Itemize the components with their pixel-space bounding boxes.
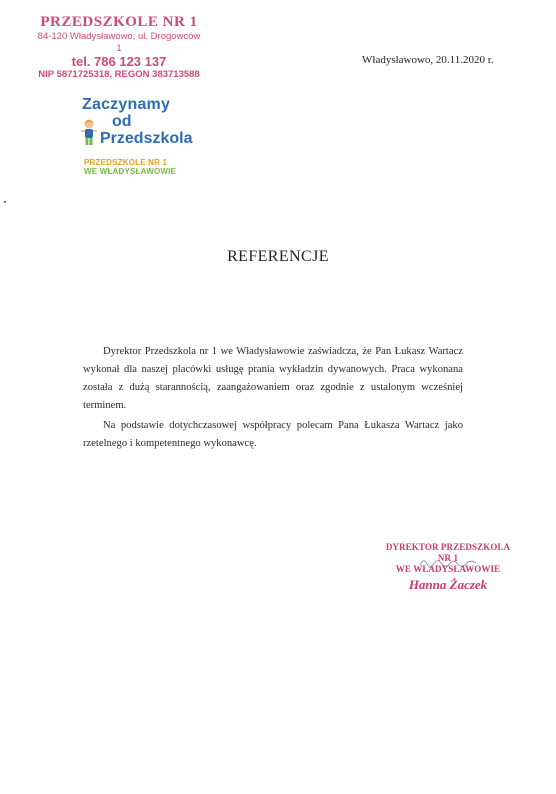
logo-text-line3: Przedszkola [100, 130, 193, 147]
stamp-phone: tel. 786 123 137 [71, 54, 167, 69]
child-figure-icon [78, 118, 100, 146]
kindergarten-logo [72, 96, 212, 176]
scan-speck [4, 201, 6, 203]
document-body [83, 343, 463, 455]
body-paragraph-2: Na podstawie dotychczasowej współpracy polecam Pana Łukasza Wartacz jako rzetelnego i kompetentnego wykonawcę. [83, 420, 463, 449]
body-paragraph-1: Dyrektor Przedszkola nr 1 we Władysławowie zaświadcza, że Pan Łukasz Wartacz wykonał dla naszej placówki usługę prania wykładzin dywanowych. Praca wykonana została z dużą starannością, zaangażowaniem oraz zgodnie z ustalonym wcześniej terminem. [83, 346, 463, 411]
logo-text-line3-wrap [78, 130, 212, 148]
handwritten-signature [418, 554, 478, 570]
logo-text-line2: od [112, 113, 132, 130]
school-stamp [34, 14, 204, 81]
stamp-address: 84-120 Władysławowo, ul. Drogowców 1 [37, 31, 201, 54]
logo-text-line1: Zaczynamy [82, 96, 171, 113]
logo-subtitle-1: PRZEDSZKOLE NR 1 [84, 158, 168, 167]
director-name: Hanna Żaczek [408, 577, 488, 592]
place-and-date: Władysławowo, 20.11.2020 r. [362, 54, 494, 66]
stamp-nip-regon: NIP 5871725318, REGON 383713588 [38, 69, 200, 80]
stamp-school-name: PRZEDSZKOLE NR 1 [40, 14, 198, 30]
director-role-line1: DYREKTOR PRZEDSZKOLA NR 1 [385, 543, 511, 564]
document-title: REFERENCJE [227, 248, 329, 265]
director-role-line2: WE WŁADYSŁAWOWIE [395, 565, 501, 575]
logo-subtitle-2: WE WŁADYSŁAWOWIE [84, 167, 177, 176]
